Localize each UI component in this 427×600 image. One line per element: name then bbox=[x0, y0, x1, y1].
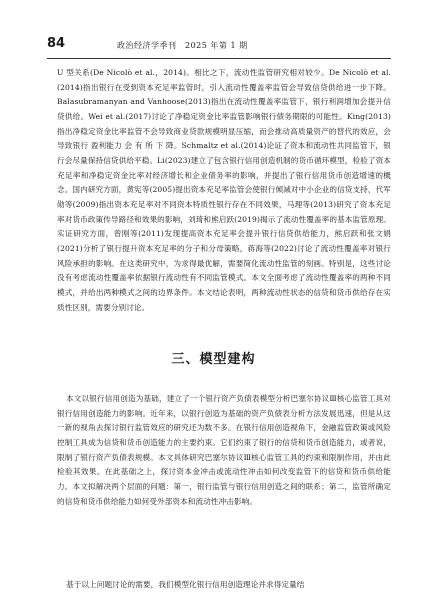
page-number: 84 bbox=[47, 36, 66, 51]
running-header bbox=[47, 36, 391, 54]
journal-title: 政治经济学季刊 2025 年第 1 期 bbox=[117, 41, 248, 50]
body-paragraph-2: 本文以银行信用创造为基础，建立了一个银行资产负债表模型分析巴塞尔协议Ⅲ核心监管工具对银行信用创造能力的影响。近年来，以银行创造为基础的资产负债表分析方法发展迅速，但是从这一新的视角去探讨银行监管效应的研究还为数不多。在银行信用创造视角下，金融监管政策或风险控制工具成为信贷和货币创造能力的主要约束。它们约束了银行的信贷和货币创造能力，或者说，限制了银行资产负债表规模。本文具体研究巴塞尔协议Ⅲ核心监管工具的约束和限制作用，并由此检验其效果。在此基础之上，探讨资本金冲击或流动性冲击如何改变监管下的信贷和货币供给能力。本文拟解决两个层面的问题：第一，银行监管与银行信用创造之间的联系；第二，监管所确定的信贷和货币供给能力如何受外部资本和流动性冲击影响。 bbox=[57, 394, 391, 506]
section-title: 三、模型建构 bbox=[171, 352, 256, 367]
body-paragraph-3: 基于以上问题讨论的需要，我们模型化银行信用创造理论并求得定量结 bbox=[66, 580, 305, 589]
body-paragraph-1: U 型关系(De Nicolò et al.，2014)。相比之下，流动性监管研究相对较少。De Nicolò et al.(2014)指出银行在受到资本充足率监管时，引入流动性覆盖率监管会导致信贷供给进一步下降。Balasubramanyan and Vanhoose(2013)指出在流动性覆盖率监管下，银行利润增加会提升信贷供给。Wei et al.(2017)讨论了净稳定资金比率监管影响银行债务期限的可能性。King(2013)指出净稳定资金比率监管不会导致商业贷款规模明显压缩，而会推动高质量资产的替代的效应，会导致银行 盈利能力 会 有 所 下 降。Schmaltz et al.(2014)论证了资本和流动性共同监管下，银行会尽量保持信贷供给平稳。Li(2023)建立了包含银行信用创造机制的货币循环模型，检验了资本充足率和净稳定资金比率对经济增长和企业债务率的影响，并提出了银行信用货币创造增速的概念。国内研究方面，黄宪等(2005)提出资本充足率监管会使银行倾减对中小企业的信贷支持，代军勋等(2009)指出资本充足率对不同资本特质性银行存在不同效果，马理等(2013)研究了资本充足率对货币政策传导路径和效果的影响，刘琦和熊启跃(2019)揭示了流动性覆盖率的基本监管原理。实证研究方面，曾刚等(2011)发现提高资本充足率会提升银行信贷供给能力，熊启跃和张文娟(2021)分析了银行提升资本充足率的分子和分母策略，蒋海等(2022)讨论了流动性覆盖率对银行风险承担的影响。在这类研究中，为求得最优解，需要简化流动性监管的刻画。特别是，这些讨论没有考虑流动性覆盖率依据银行流动性有不同监管模式。本文全面考虑了流动性覆盖率的两种不同模式，并给出两种模式之间的边界条件。本文结论表明，两种流动性状态的信贷和货币供给存在实质性区别，需要分别讨论。 bbox=[57, 68, 391, 312]
header-rule bbox=[47, 58, 391, 59]
